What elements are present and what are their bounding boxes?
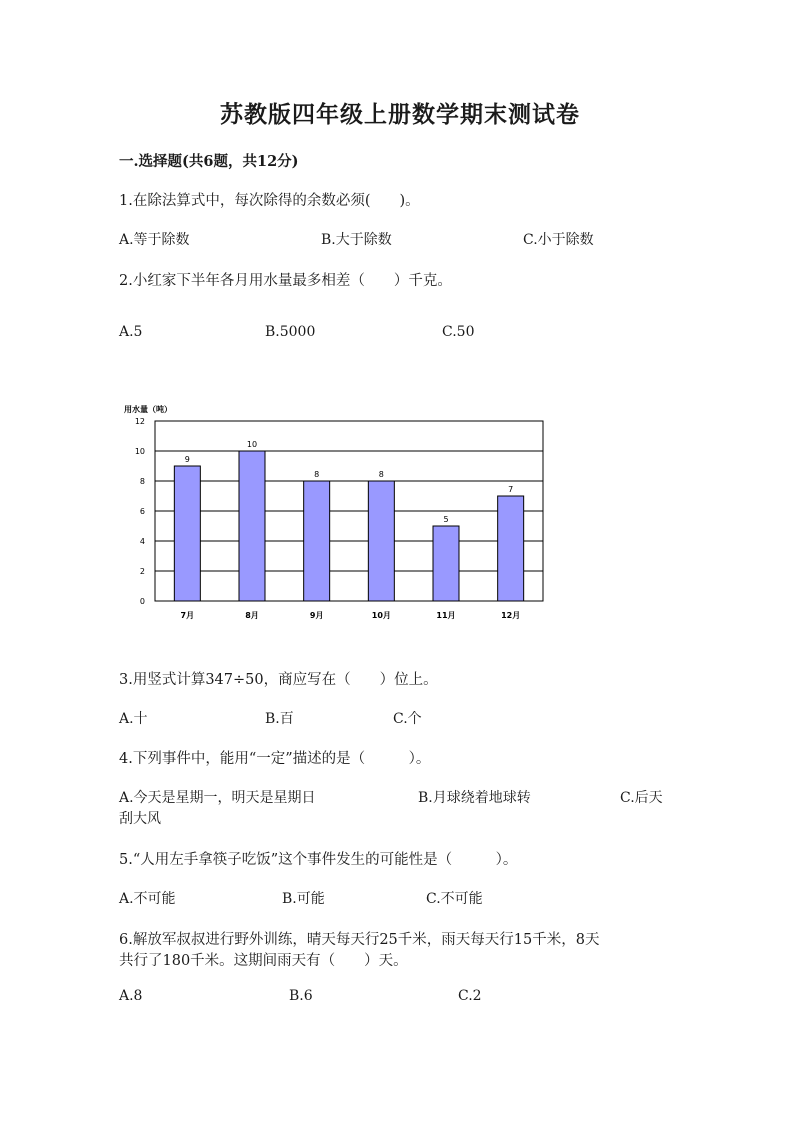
chart-y-tick-label: 8: [139, 477, 145, 486]
chart-x-tick-label: 7月: [180, 611, 195, 620]
chart-bar: [498, 496, 524, 601]
question-1-option-a: A.等于除数: [119, 232, 190, 248]
question-1-option-b: B.大于除数: [321, 232, 392, 248]
chart-bar: [304, 481, 330, 601]
chart-x-tick-label: 9月: [309, 611, 324, 620]
chart-x-tick-label: 10月: [371, 611, 391, 620]
question-4-option-a: A.今天是星期一，明天是星期日: [119, 790, 316, 806]
question-1-stem: 1.在除法算式中，每次除得的余数必须( )。: [119, 193, 420, 209]
chart-data-label: 10: [246, 440, 258, 449]
chart-bar: [239, 451, 265, 601]
question-2-option-a: A.5: [119, 324, 143, 340]
water-usage-bar-chart: [118, 398, 558, 628]
question-6-option-b: B.6: [289, 988, 313, 1004]
question-4-option-c: C.后天: [620, 790, 663, 806]
chart-data-label: 5: [443, 515, 449, 524]
chart-y-tick-label: 10: [134, 447, 145, 456]
question-4-option-c-continued: 刮大风: [119, 811, 161, 827]
question-6-option-a: A.8: [119, 988, 143, 1004]
question-2-option-b: B.5000: [265, 324, 316, 340]
question-5-stem: 5.“人用左手拿筷子吃饭”这个事件发生的可能性是（ ）。: [119, 852, 518, 868]
page-title: 苏教版四年级上册数学期末测试卷: [220, 101, 580, 128]
chart-data-label: 9: [184, 455, 190, 464]
question-4-stem: 4.下列事件中，能用“一定”描述的是（ ）。: [119, 751, 431, 767]
section-heading: 一.选择题(共6题，共12分): [119, 153, 299, 170]
chart-x-tick-label: 12月: [501, 611, 521, 620]
chart-x-tick-label: 11月: [436, 611, 456, 620]
chart-y-axis-label: 用水量（吨）: [124, 405, 172, 414]
chart-y-tick-label: 2: [139, 567, 145, 576]
chart-x-tick-label: 8月: [245, 611, 259, 620]
chart-y-tick-label: 0: [139, 597, 145, 606]
chart-bar: [433, 526, 459, 601]
chart-data-label: 7: [508, 485, 514, 494]
question-6-option-c: C.2: [458, 988, 482, 1004]
question-2-option-c: C.50: [442, 324, 475, 340]
chart-bar: [174, 466, 200, 601]
chart-bar: [368, 481, 394, 601]
chart-y-tick-label: 4: [139, 537, 145, 546]
question-3-stem: 3.用竖式计算347÷50，商应写在（ ）位上。: [119, 672, 438, 688]
question-6-stem-line-1: 6.解放军叔叔进行野外训练，晴天每天行25千米，雨天每天行15千米，8天: [119, 932, 600, 948]
question-3-option-a: A.十: [119, 711, 148, 727]
question-3-option-c: C.个: [393, 711, 422, 727]
question-2-stem: 2.小红家下半年各月用水量最多相差（ ）千克。: [119, 273, 452, 289]
question-5-option-c: C.不可能: [426, 891, 483, 907]
chart-data-label: 8: [314, 470, 320, 479]
question-5-option-a: A.不可能: [119, 891, 176, 907]
question-5-option-b: B.可能: [282, 891, 325, 907]
question-3-option-b: B.百: [265, 711, 294, 727]
chart-y-tick-label: 12: [134, 417, 145, 426]
question-1-option-c: C.小于除数: [523, 232, 594, 248]
question-4-option-b: B.月球绕着地球转: [418, 790, 531, 806]
question-6-stem-line-2: 共行了180千米。这期间雨天有（ ）天。: [119, 953, 408, 969]
chart-data-label: 8: [378, 470, 384, 479]
chart-y-tick-label: 6: [139, 507, 145, 516]
